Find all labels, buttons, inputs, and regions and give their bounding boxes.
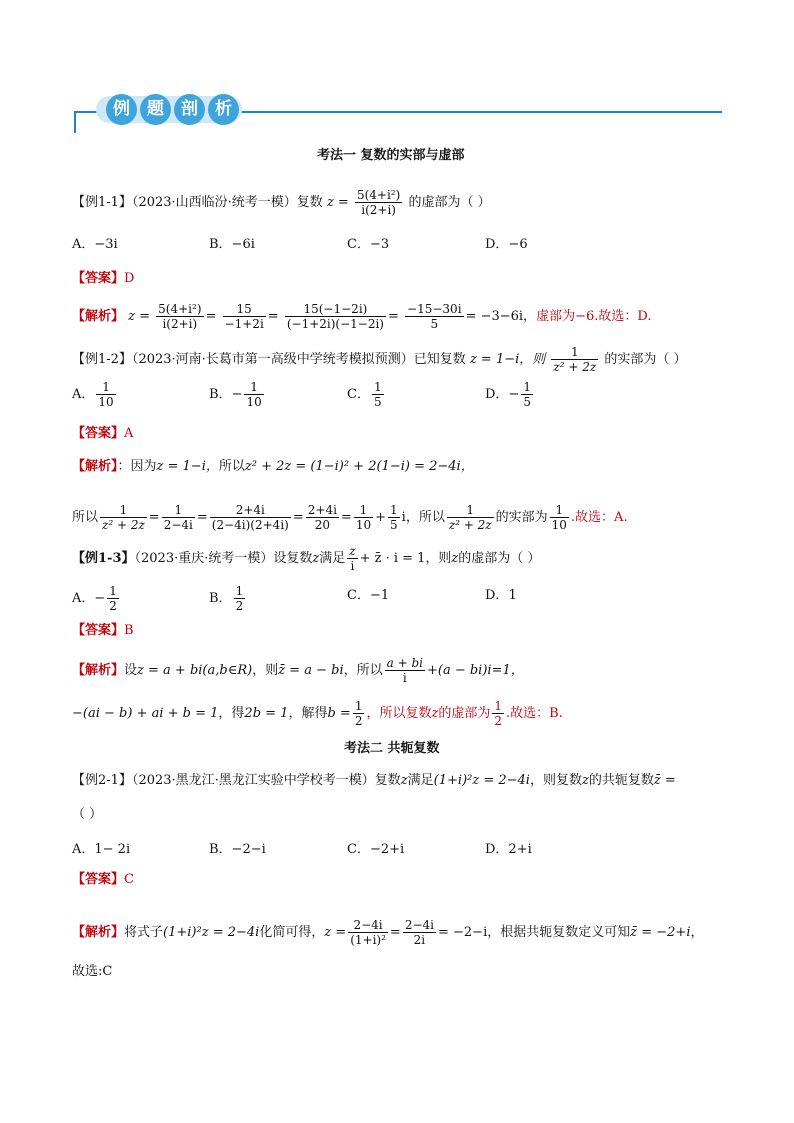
question-tail: 的虚部为（ ） bbox=[408, 195, 491, 210]
equals: = bbox=[340, 510, 352, 525]
conclusion: 虚部为−6.故选：D. bbox=[536, 309, 652, 324]
answer-line bbox=[72, 270, 134, 288]
text: ，所以 bbox=[343, 663, 383, 678]
numerator: 2−4i bbox=[348, 918, 388, 933]
equals: = bbox=[148, 510, 160, 525]
example-tag: 【例1-3】 bbox=[72, 551, 135, 566]
header-corner bbox=[74, 111, 76, 133]
text: ：因为 bbox=[117, 459, 157, 474]
numerator: z bbox=[349, 544, 356, 558]
conclusion: .故选：A. bbox=[570, 510, 628, 525]
numerator: 15(−1−2i) bbox=[285, 302, 386, 317]
math: = −2−i bbox=[437, 925, 488, 940]
z-eq: z = bbox=[128, 309, 151, 324]
fraction bbox=[348, 918, 388, 947]
denominator: (2−4i)(2+4i) bbox=[211, 518, 289, 532]
answer-tag: 【答案】 bbox=[72, 623, 125, 638]
denominator: 10 bbox=[246, 395, 262, 409]
option-letter: D． bbox=[485, 588, 509, 603]
fraction bbox=[372, 380, 384, 409]
numerator: 1 bbox=[551, 345, 598, 360]
conclusion: .故选：B. bbox=[506, 706, 563, 721]
denominator: −1+2i bbox=[224, 317, 264, 331]
denominator: i bbox=[402, 671, 407, 685]
text: ，则 bbox=[252, 663, 279, 678]
answer-line bbox=[72, 871, 134, 889]
numerator: 1 bbox=[96, 380, 115, 395]
option-a: A．1− 2i bbox=[72, 842, 131, 857]
imag-unit: i， bbox=[401, 510, 419, 525]
math-var: z bbox=[581, 773, 589, 788]
z-eq: z = bbox=[326, 195, 349, 210]
text: 将式子 bbox=[124, 925, 164, 940]
fraction bbox=[521, 380, 533, 409]
fraction bbox=[347, 544, 357, 573]
math: b = bbox=[327, 706, 351, 721]
denominator: (1+i)² bbox=[350, 933, 386, 947]
denominator: z² + 2z bbox=[553, 360, 597, 374]
fraction bbox=[285, 302, 386, 331]
option-b: B．−2−i bbox=[209, 842, 266, 857]
math: 2b = 1 bbox=[244, 706, 289, 721]
denominator: 10 bbox=[98, 395, 114, 409]
source: （2023·河南·长葛市第一高级中学统考模拟预测）已知复数 bbox=[131, 352, 466, 367]
math-var: z bbox=[312, 551, 320, 566]
section-title-1: 考法一 复数的实部与虚部 bbox=[317, 148, 465, 163]
denominator: 2 bbox=[354, 714, 363, 728]
option-b bbox=[209, 584, 247, 613]
numerator: 2−4i bbox=[404, 918, 434, 932]
fraction bbox=[492, 699, 504, 728]
option-c: C．−2+i bbox=[347, 842, 405, 857]
option-letter: D． bbox=[485, 387, 509, 402]
text: ，则复数 bbox=[529, 773, 582, 788]
text: ，解得 bbox=[288, 706, 328, 721]
example-tag: 【例1-1】 bbox=[72, 195, 132, 210]
math-var: z bbox=[400, 773, 408, 788]
fraction bbox=[385, 656, 425, 685]
equals: = bbox=[267, 309, 279, 324]
answer-value: B bbox=[124, 623, 134, 638]
fraction bbox=[551, 345, 598, 374]
example-1-2-question bbox=[72, 345, 686, 374]
numerator: 1 bbox=[550, 503, 569, 518]
denominator: i bbox=[350, 559, 355, 573]
answer-line bbox=[72, 425, 133, 443]
denominator: 2−4i bbox=[163, 518, 193, 532]
denominator: 10 bbox=[551, 518, 567, 532]
section-title-2: 考法二 共轭复数 bbox=[344, 741, 440, 756]
fraction bbox=[447, 503, 494, 532]
answer-line bbox=[72, 622, 134, 640]
option-c bbox=[347, 587, 389, 605]
option-value: −1 bbox=[369, 588, 390, 603]
answer-tag: 【答案】 bbox=[72, 426, 125, 441]
z-value: z = 1−i，则 bbox=[469, 352, 546, 367]
option-letter: A． bbox=[72, 387, 95, 402]
option-c: C．−3 bbox=[347, 237, 390, 252]
example-tag: 【例1-2】 bbox=[72, 352, 132, 367]
math-var: z bbox=[451, 551, 459, 566]
numerator: a + bi bbox=[386, 656, 423, 670]
text: 的虚部为 bbox=[438, 706, 491, 721]
example-1-1-question bbox=[72, 188, 491, 217]
numerator: 1 bbox=[447, 503, 494, 518]
math: z̄ = −2+i bbox=[630, 925, 691, 940]
analysis-tag: 【解析】 bbox=[72, 459, 118, 474]
numerator: 2+4i bbox=[307, 503, 337, 517]
result: = −3−6i， bbox=[465, 309, 537, 324]
math: + z̄ · i = 1，则 bbox=[359, 551, 452, 566]
numerator: 1 bbox=[373, 380, 382, 394]
example-2-1-question bbox=[72, 772, 676, 790]
analysis-line-2 bbox=[72, 699, 563, 728]
analysis-tag: 【解析】 bbox=[72, 663, 125, 678]
equals: = bbox=[389, 925, 401, 940]
denominator: i(2+i) bbox=[361, 203, 396, 217]
option-letter: C． bbox=[347, 387, 370, 402]
analysis-line-1 bbox=[72, 458, 474, 476]
numerator: 2+4i bbox=[210, 503, 291, 518]
source: （2023·黑龙江·黑龙江实验中学校考一模）复数 bbox=[131, 773, 401, 788]
answer-tag: 【答案】 bbox=[72, 872, 125, 887]
numerator: 1 bbox=[109, 584, 117, 598]
option-a: A．−3i bbox=[72, 237, 118, 252]
denominator: z² + 2z bbox=[448, 518, 492, 532]
math: (1+i)²z = 2−4i bbox=[433, 773, 530, 788]
math: z = a + bi(a,b∈R) bbox=[137, 663, 253, 678]
fraction bbox=[156, 302, 203, 331]
analysis-line-2 bbox=[72, 503, 628, 532]
option-d: D．2+i bbox=[485, 842, 532, 857]
fraction bbox=[355, 188, 402, 217]
option-letter: B． bbox=[209, 591, 232, 606]
source: （2023·重庆·统考一模）设复数 bbox=[134, 551, 313, 566]
example-1-3-question bbox=[72, 544, 540, 573]
numerator: 1 bbox=[100, 503, 147, 518]
fraction bbox=[550, 503, 569, 532]
text: 设 bbox=[124, 663, 138, 678]
analysis-line-2: 故选:C bbox=[72, 964, 113, 979]
text: ， bbox=[690, 925, 704, 940]
text: ，根据共轭复数定义可知 bbox=[487, 925, 631, 940]
text: 化简可得， bbox=[259, 925, 325, 940]
denominator: 5 bbox=[523, 395, 531, 409]
banner-char-4: 析 bbox=[208, 94, 239, 125]
text: 满足 bbox=[319, 551, 346, 566]
denominator: 20 bbox=[314, 518, 330, 532]
math: +(a − bi)i=1， bbox=[426, 663, 524, 678]
fraction bbox=[403, 918, 436, 947]
option-a bbox=[72, 380, 118, 409]
numerator: 5(4+i²) bbox=[158, 302, 202, 316]
fraction bbox=[210, 503, 291, 532]
option-sign: − bbox=[508, 387, 520, 402]
option-sign: − bbox=[94, 591, 106, 606]
analysis-line-1 bbox=[72, 918, 704, 947]
denominator: 2 bbox=[109, 599, 117, 613]
fraction bbox=[405, 302, 464, 331]
banner-char-2: 题 bbox=[140, 94, 171, 125]
denominator: (−1+2i)(−1−2i) bbox=[286, 317, 384, 331]
math: z = bbox=[324, 925, 347, 940]
equals: = bbox=[196, 510, 208, 525]
denominator: 10 bbox=[355, 518, 372, 532]
fraction bbox=[388, 503, 400, 532]
option-c bbox=[347, 380, 386, 409]
math: z = 1−i， bbox=[156, 459, 219, 474]
denominator: 2 bbox=[494, 714, 502, 728]
answer-tag: 【答案】 bbox=[72, 271, 125, 286]
math: z̄ = a − bi bbox=[278, 663, 344, 678]
math: z² + 2z = (1−i)² + 2(1−i) = 2−4i， bbox=[244, 459, 474, 474]
numerator: 1 bbox=[235, 584, 244, 598]
fraction bbox=[354, 503, 373, 532]
option-d bbox=[485, 380, 535, 409]
fraction bbox=[107, 584, 119, 613]
banner-char-3: 剖 bbox=[174, 94, 205, 125]
fraction bbox=[234, 584, 246, 613]
fraction bbox=[353, 699, 365, 728]
numerator: 1 bbox=[244, 380, 263, 395]
text: 所以 bbox=[418, 510, 445, 525]
option-d: D．−6 bbox=[485, 237, 528, 252]
text: 所以 bbox=[72, 510, 99, 525]
denominator: 5 bbox=[430, 317, 439, 331]
fraction bbox=[96, 380, 115, 409]
fraction bbox=[100, 503, 147, 532]
numerator: 1 bbox=[354, 699, 363, 713]
analysis-tag: 【解析】 bbox=[72, 925, 125, 940]
option-a bbox=[72, 584, 121, 613]
numerator: 15 bbox=[223, 302, 266, 317]
fraction bbox=[223, 302, 266, 331]
fraction bbox=[306, 503, 339, 532]
plus: + bbox=[375, 510, 387, 525]
option-value: 1 bbox=[508, 588, 517, 603]
analysis-tag: 【解析】 bbox=[72, 309, 125, 324]
numerator: −15−30i bbox=[407, 302, 462, 316]
fraction bbox=[162, 503, 195, 532]
text: 的实部为 bbox=[495, 510, 548, 525]
denominator: 2 bbox=[235, 599, 244, 613]
text: 满足 bbox=[407, 773, 434, 788]
question-paren: （ ） bbox=[72, 807, 103, 822]
option-b bbox=[209, 380, 266, 409]
source: （2023·山西临汾·统考一模）复数 bbox=[131, 195, 323, 210]
math: z̄ = bbox=[653, 773, 676, 788]
denominator: 2i bbox=[413, 933, 426, 947]
denominator: 5 bbox=[373, 395, 382, 409]
equals: = bbox=[292, 510, 304, 525]
denominator: z² + 2z bbox=[102, 518, 145, 532]
banner-char-1: 例 bbox=[106, 94, 137, 125]
answer-value: D bbox=[124, 271, 135, 286]
equals: = bbox=[205, 309, 217, 324]
answer-value: A bbox=[124, 426, 134, 441]
numerator: 1 bbox=[523, 380, 531, 394]
option-letter: C． bbox=[347, 588, 370, 603]
numerator: 5(4+i²) bbox=[356, 188, 401, 202]
question-tail: 的虚部为（ ） bbox=[458, 551, 541, 566]
numerator: 1 bbox=[354, 503, 373, 518]
text: ，所以复数 bbox=[366, 706, 432, 721]
analysis-line-1 bbox=[72, 656, 524, 685]
answer-value: C bbox=[124, 872, 134, 887]
text: 所以 bbox=[218, 459, 245, 474]
equals: = bbox=[388, 309, 399, 324]
math-var: z bbox=[431, 706, 439, 721]
option-letter: A． bbox=[72, 591, 95, 606]
option-d bbox=[485, 587, 517, 605]
numerator: 1 bbox=[162, 503, 195, 518]
denominator: i(2+i) bbox=[162, 317, 198, 331]
math: (1+i)²z = 2−4i bbox=[163, 925, 260, 940]
option-b: B．−6i bbox=[209, 237, 255, 252]
text: 的共轭复数 bbox=[588, 773, 654, 788]
math: −(ai − b) + ai + b = 1 bbox=[72, 706, 219, 721]
example-tag: 【例2-1】 bbox=[72, 773, 132, 788]
fraction bbox=[244, 380, 263, 409]
text: ，得 bbox=[218, 706, 245, 721]
numerator: 1 bbox=[494, 699, 502, 713]
option-sign: − bbox=[231, 387, 243, 402]
question-tail: 的实部为（ ） bbox=[604, 352, 687, 367]
analysis-line bbox=[72, 302, 651, 331]
denominator: 5 bbox=[390, 518, 398, 532]
option-letter: B． bbox=[209, 387, 232, 402]
numerator: 1 bbox=[390, 503, 398, 517]
